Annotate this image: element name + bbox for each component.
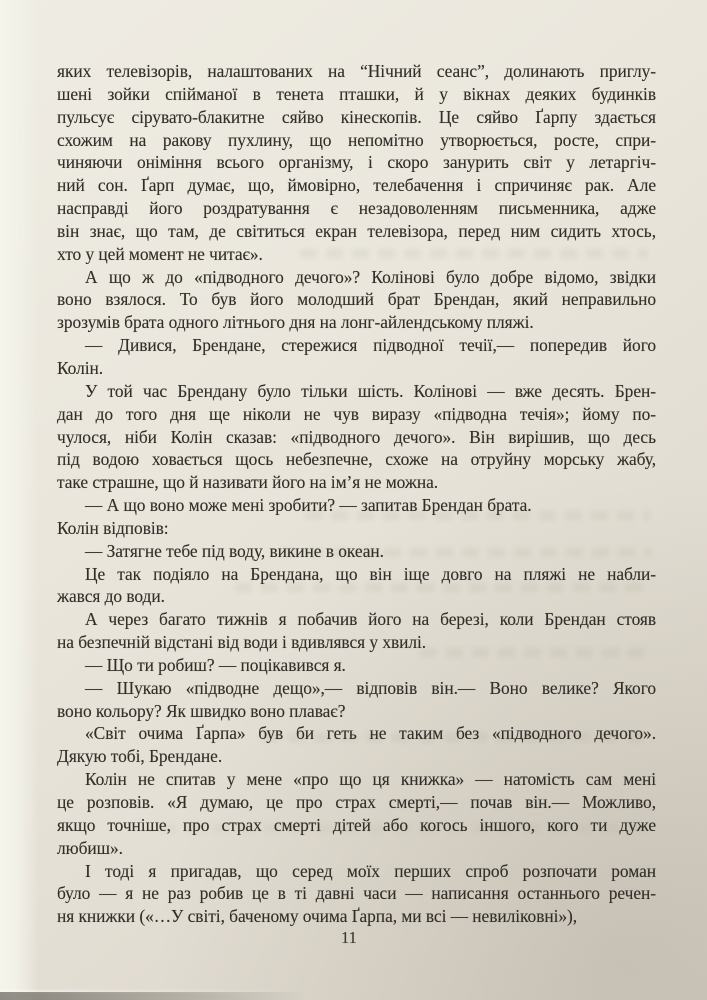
text-line: воно взялося. То був його молодший брат Брендан, який неправильно [57, 289, 656, 310]
text-line: — Що ти робиш? — поцікавився я. [85, 654, 346, 675]
text-line: І тоді я пригадав, що серед моїх перших спроб розпочати роман [85, 860, 656, 881]
text-line: Колін. [57, 357, 104, 378]
text-line: хто у цей момент не читає». [57, 243, 263, 264]
page-left-edge-highlight [0, 0, 38, 1000]
text-line: А що ж до «підводного дечого»? Колінові було добре відомо, звідки [85, 266, 656, 287]
text-line: схожим на ракову пухлину, що непомітно утворюється, росте, спри- [57, 129, 656, 150]
text-line: шені зойки спійманої в тенета пташки, й у вікнах деяких будинків [57, 83, 656, 104]
text-line: Колін не спитав у мене «про що ця книжка» — натомість сам мені [85, 769, 656, 790]
text-line: ний сон. Ґарп думає, що, ймовірно, телебачення і спричиняє рак. Але [57, 175, 656, 196]
text-line: Дякую тобі, Брендане. [57, 746, 223, 767]
text-line: любиш». [57, 837, 123, 858]
text-line: таке страшне, що й називати його на ім’я не можна. [57, 472, 439, 493]
text-line: ня книжки («…У світі, баченому очима Ґарпа, ми всі — невиліковні»), [57, 906, 578, 927]
text-line: дан до того дня ще ніколи не чув виразу «підводна течія»; йому по- [57, 403, 656, 424]
text-line: Це так подіяло на Брендана, що він іще довго на пляжі не набли- [85, 563, 656, 584]
text-line: воно кольору? Як швидко воно плаває? [57, 700, 346, 721]
text-line: чулося, ніби Колін сказав: «підводного дечого». Він вирішив, що десь [57, 426, 656, 447]
text-line: жався до води. [57, 586, 165, 607]
text-line: на безпечній відстані від води і вдивлявся у хвилі. [57, 632, 427, 653]
text-line: якщо точніше, про страх смерті дітей або когось іншого, кого ти дуже [57, 814, 656, 835]
text-line: — Затягне тебе під воду, викине в океан. [85, 540, 384, 561]
text-line: — Дивися, Брендане, стережися підводної течії,— попередив його [85, 335, 656, 356]
text-line: насправді його роздратування є незадоволенням письменника, адже [57, 198, 656, 219]
text-line: — Шукаю «підводне дещо»,— відповів він.— Воно велике? Якого [85, 677, 656, 698]
text-line: чиняючи оніміння всього організму, і скоро занурить світ у летаргіч- [57, 152, 656, 173]
text-line: зрозумів брата одного літнього дня на лонг-айлендському пляжі. [57, 312, 534, 333]
text-line: було — я не раз робив це в ті давні часи — написання останнього речен- [57, 883, 656, 904]
text-line: У той час Брендану було тільки шість. Колінові — вже десять. Брен- [85, 380, 656, 401]
text-line: під водою ховається щось небезпечне, схоже на отруйну морську жабу, [57, 449, 656, 470]
text-line: він знає, що там, де світиться екран телевізора, перед ним сидить хтось, [57, 220, 656, 241]
text-line: Колін відповів: [57, 517, 169, 538]
text-line: «Світ очима Ґарпа» був би геть не таким без «підводного дечого». [85, 723, 656, 744]
text-block [57, 60, 656, 928]
text-line: яких телевізорів, налаштованих на “Нічний сеанс”, долинають приглу- [57, 61, 656, 81]
page-number: 11 [341, 928, 357, 947]
text-line: пульсує сірувато-блакитне сяйво кінескопів. Це сяйво Ґарпу здається [57, 106, 656, 127]
text-line: — А що воно може мені зробити? — запитав Брендан брата. [85, 495, 532, 516]
text-line: А через багато тижнів я побачив його на березі, коли Брендан стояв [85, 609, 656, 630]
page-bottom-shadow [0, 992, 340, 1000]
text-line: це розповів. «Я думаю, це про страх смерті,— почав він.— Можливо, [57, 792, 656, 812]
